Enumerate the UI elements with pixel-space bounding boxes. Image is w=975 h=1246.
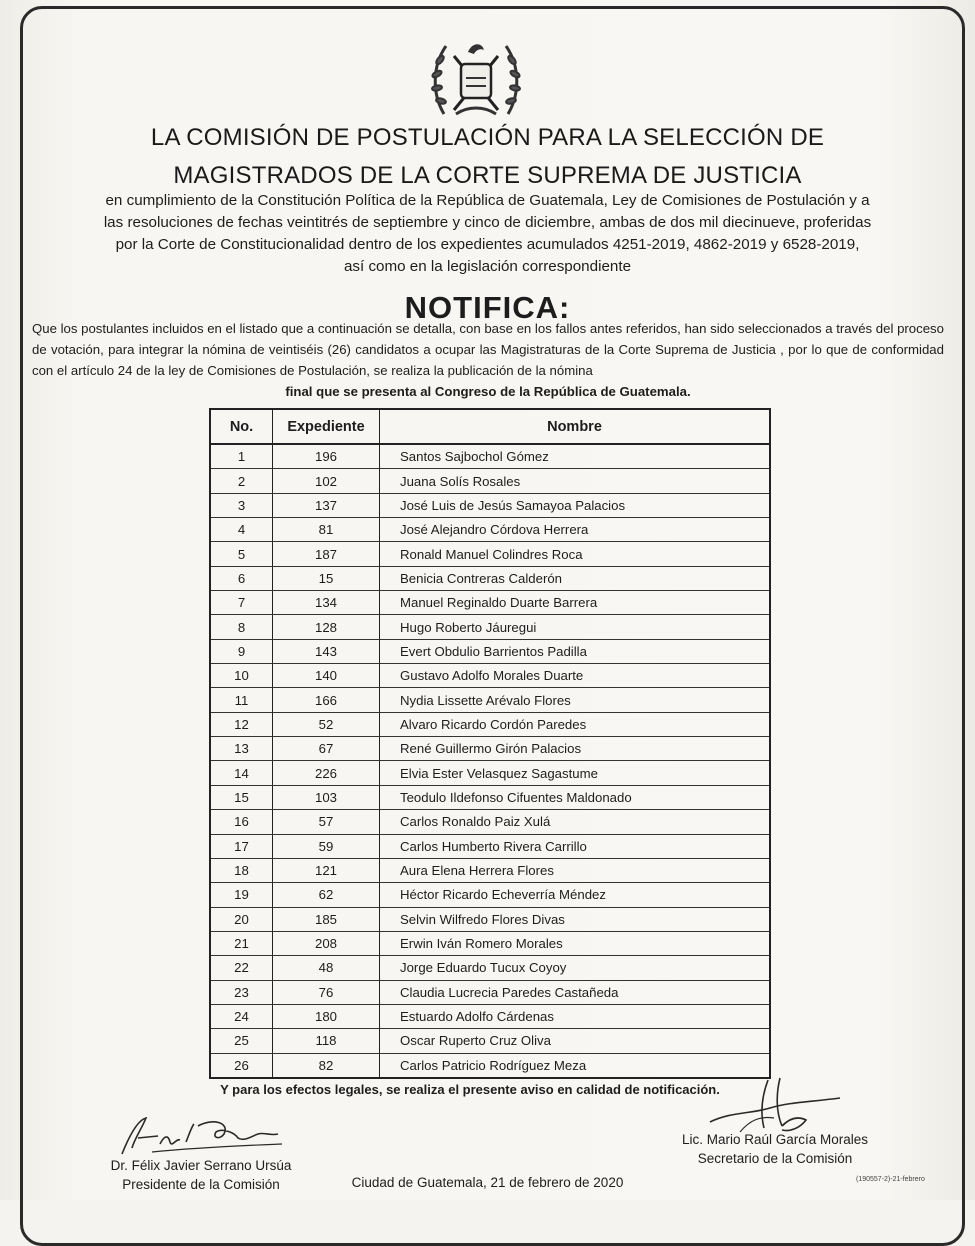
table-row xyxy=(211,932,769,956)
secretary-name: Lic. Mario Raúl García Morales xyxy=(681,1132,869,1147)
row-nombre: Juana Solís Rosales xyxy=(400,473,521,489)
table-row xyxy=(211,883,769,907)
row-expediente: 137 xyxy=(273,494,380,517)
row-expediente: 57 xyxy=(273,810,380,833)
table-row xyxy=(211,688,769,712)
row-number: 15 xyxy=(211,786,273,809)
table-row xyxy=(211,1005,769,1029)
row-number: 14 xyxy=(211,761,273,784)
table-row xyxy=(211,664,769,688)
row-number: 4 xyxy=(211,518,273,541)
header-expediente: Expediente xyxy=(273,410,380,443)
city-date: Ciudad de Guatemala, 21 de febrero de 2020 xyxy=(351,1175,624,1190)
lead-line: así como en la legislación correspondiente xyxy=(343,258,632,275)
row-number: 25 xyxy=(211,1029,273,1052)
row-expediente: 15 xyxy=(273,567,380,590)
row-expediente: 134 xyxy=(273,591,380,614)
body-line: de Justicia , por lo que de conformidad con el artículo 24 de la ley de Comisiones de Postulación, se realiza la publicación de la nómina xyxy=(32,342,944,378)
row-number: 3 xyxy=(211,494,273,517)
row-number: 5 xyxy=(211,542,273,565)
row-nombre: René Guillermo Girón Palacios xyxy=(400,741,582,757)
president-role: Presidente de la Comisión xyxy=(122,1177,280,1192)
row-expediente: 226 xyxy=(273,761,380,784)
table-row xyxy=(211,445,769,469)
legal-basis-paragraph xyxy=(40,190,935,278)
publication-code: (190557-2)-21-febrero xyxy=(856,1176,925,1183)
table-row xyxy=(211,956,769,980)
row-expediente: 81 xyxy=(273,518,380,541)
table-row xyxy=(211,835,769,859)
row-number: 26 xyxy=(211,1054,273,1077)
row-number: 23 xyxy=(211,981,273,1004)
notifica-heading: NOTIFICA: xyxy=(404,290,571,325)
table-row xyxy=(211,591,769,615)
row-expediente: 143 xyxy=(273,640,380,663)
table-row xyxy=(211,1029,769,1053)
row-number: 20 xyxy=(211,908,273,931)
row-nombre: Aura Elena Herrera Flores xyxy=(400,863,554,879)
row-nombre: Elvia Ester Velasquez Sagastume xyxy=(400,765,598,781)
body-line: a través del proceso de votación, para integrar la nómina de veintiséis (26) candidatos a ocupar las Magistraturas de la Corte Suprema xyxy=(32,321,944,357)
row-number: 6 xyxy=(211,567,273,590)
table-row xyxy=(211,713,769,737)
row-number: 1 xyxy=(211,445,273,468)
row-number: 8 xyxy=(211,615,273,638)
row-nombre: Carlos Ronaldo Paiz Xulá xyxy=(400,814,551,830)
row-number: 11 xyxy=(211,688,273,711)
row-expediente: 59 xyxy=(273,835,380,858)
row-expediente: 82 xyxy=(273,1054,380,1077)
row-number: 9 xyxy=(211,640,273,663)
row-number: 18 xyxy=(211,859,273,882)
legal-notice: Y para los efectos legales, se realiza el presente aviso en calidad de notificación. xyxy=(220,1082,720,1097)
header-nombre: Nombre xyxy=(547,418,602,435)
handwritten-signature-left xyxy=(112,1114,292,1158)
body-line: Que los postulantes incluidos en el listado que a continuación se detalla, con base en los fallos antes referidos, han sido seleccionados xyxy=(32,321,822,336)
candidates-table xyxy=(209,408,771,1079)
coat-of-arms-icon xyxy=(426,34,526,122)
row-nombre: Carlos Patricio Rodríguez Meza xyxy=(400,1057,587,1073)
body-line: final que se presenta al Congreso de la República de Guatemala. xyxy=(285,384,691,399)
table-row xyxy=(211,761,769,785)
row-expediente: 180 xyxy=(273,1005,380,1028)
commission-title-line-1: LA COMISIÓN DE POSTULACIÓN PARA LA SELECCIÓN DE xyxy=(150,124,825,151)
header-no: No. xyxy=(211,410,273,443)
row-expediente: 128 xyxy=(273,615,380,638)
secretary-role: Secretario de la Comisión xyxy=(697,1151,853,1166)
row-nombre: Estuardo Adolfo Cárdenas xyxy=(400,1009,554,1025)
row-expediente: 103 xyxy=(273,786,380,809)
row-nombre: Ronald Manuel Colindres Roca xyxy=(400,546,583,562)
table-row xyxy=(211,786,769,810)
row-number: 22 xyxy=(211,956,273,979)
row-nombre: Oscar Ruperto Cruz Oliva xyxy=(400,1033,551,1049)
row-number: 13 xyxy=(211,737,273,760)
row-nombre: Carlos Humberto Rivera Carrillo xyxy=(400,838,587,854)
row-nombre: Gustavo Adolfo Morales Duarte xyxy=(400,668,584,684)
row-number: 17 xyxy=(211,835,273,858)
row-nombre: Selvin Wilfredo Flores Divas xyxy=(400,911,565,927)
row-expediente: 76 xyxy=(273,981,380,1004)
table-row xyxy=(211,810,769,834)
row-number: 21 xyxy=(211,932,273,955)
row-expediente: 140 xyxy=(273,664,380,687)
row-nombre: Héctor Ricardo Echeverría Méndez xyxy=(400,887,606,903)
table-row xyxy=(211,542,769,566)
table-row xyxy=(211,615,769,639)
lead-line: las resoluciones de fechas veintitrés de septiembre y cinco de diciembre, ambas de dos mil diecinueve, proferidas xyxy=(103,214,872,231)
row-expediente: 121 xyxy=(273,859,380,882)
table-header-row xyxy=(211,410,769,445)
table-row xyxy=(211,567,769,591)
row-expediente: 185 xyxy=(273,908,380,931)
table-row xyxy=(211,494,769,518)
row-expediente: 196 xyxy=(273,445,380,468)
table-row xyxy=(211,908,769,932)
commission-title-line-2: MAGISTRADOS DE LA CORTE SUPREMA DE JUSTICIA xyxy=(173,162,802,189)
table-row xyxy=(211,981,769,1005)
row-expediente: 118 xyxy=(273,1029,380,1052)
row-expediente: 67 xyxy=(273,737,380,760)
president-name: Dr. Félix Javier Serrano Ursúa xyxy=(110,1158,292,1173)
lead-line: por la Corte de Constitucionalidad dentro de los expedientes acumulados 4251-2019, 4862-2019 y 6528-2019, xyxy=(115,236,860,253)
row-nombre: Jorge Eduardo Tucux Coyoy xyxy=(400,960,567,976)
row-nombre: Teodulo Ildefonso Cifuentes Maldonado xyxy=(400,789,632,805)
row-expediente: 48 xyxy=(273,956,380,979)
row-number: 12 xyxy=(211,713,273,736)
row-nombre: Nydia Lissette Arévalo Flores xyxy=(400,692,571,708)
row-expediente: 52 xyxy=(273,713,380,736)
row-nombre: Benicia Contreras Calderón xyxy=(400,570,562,586)
row-nombre: Erwin Iván Romero Morales xyxy=(400,936,563,952)
row-nombre: Claudia Lucrecia Paredes Castañeda xyxy=(400,984,619,1000)
row-number: 2 xyxy=(211,469,273,492)
row-expediente: 62 xyxy=(273,883,380,906)
row-expediente: 208 xyxy=(273,932,380,955)
row-nombre: Hugo Roberto Jáuregui xyxy=(400,619,537,635)
row-expediente: 102 xyxy=(273,469,380,492)
row-expediente: 187 xyxy=(273,542,380,565)
lead-line: en cumplimiento de la Constitución Política de la República de Guatemala, Ley de Comisiones de Postulación y a xyxy=(105,192,870,209)
table-row xyxy=(211,518,769,542)
table-row xyxy=(211,859,769,883)
row-number: 16 xyxy=(211,810,273,833)
row-nombre: Evert Obdulio Barrientos Padilla xyxy=(400,643,587,659)
table-row xyxy=(211,469,769,493)
row-number: 10 xyxy=(211,664,273,687)
row-nombre: Alvaro Ricardo Cordón Paredes xyxy=(400,716,587,732)
row-number: 7 xyxy=(211,591,273,614)
notice-body xyxy=(32,318,944,402)
row-nombre: José Alejandro Córdova Herrera xyxy=(400,522,589,538)
table-row xyxy=(211,737,769,761)
table-row xyxy=(211,640,769,664)
row-expediente: 166 xyxy=(273,688,380,711)
row-nombre: José Luis de Jesús Samayoa Palacios xyxy=(400,497,626,513)
row-nombre: Santos Sajbochol Gómez xyxy=(400,449,549,465)
table-row xyxy=(211,1054,769,1077)
row-number: 24 xyxy=(211,1005,273,1028)
row-nombre: Manuel Reginaldo Duarte Barrera xyxy=(400,595,598,611)
row-number: 19 xyxy=(211,883,273,906)
